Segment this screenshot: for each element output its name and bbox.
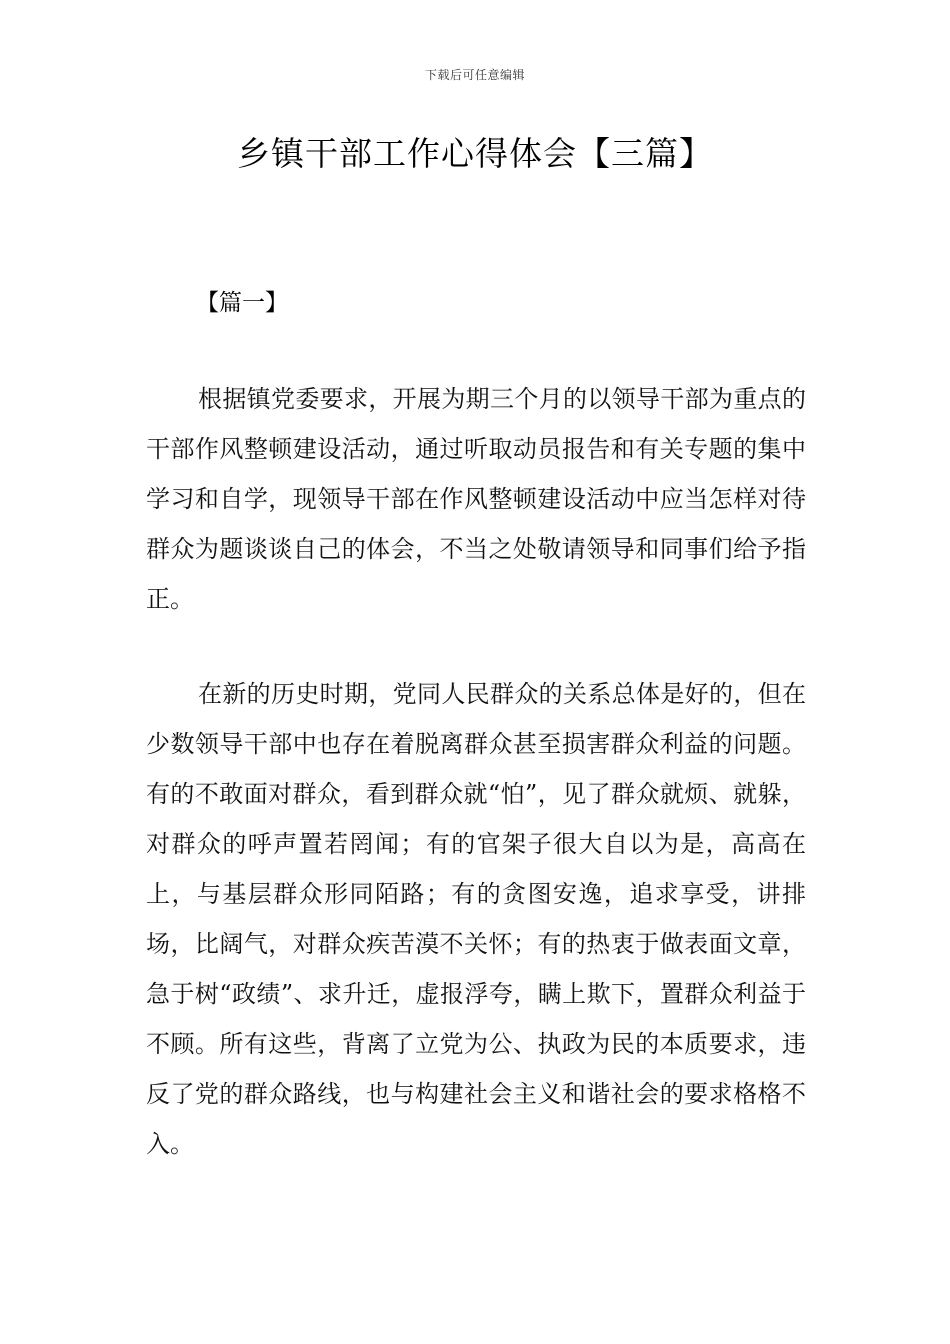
body-paragraph-2: 在新的历史时期，党同人民群众的关系总体是好的，但在少数领导干部中也存在着脱离群众甚至损害群众利益的问题。有的不敢面对群众，看到群众就“怕”，见了群众就烦、就躲，对群众的呼声置若罔闻；有的官架子很大自以为是，高高在上，与基层群众形同陌路；有的贪图安逸，追求享受，讲排场，比阔气，对群众疾苦漠不关怀；有的热衷于做表面文章，急于树“政绩”、求升迁，虚报浮夸，瞒上欺下，置群众利益于不顾。所有这些，背离了立党为公、执政为民的本质要求，违反了党的群众路线，也与构建社会主义和谐社会的要求格格不入。: [146, 680, 806, 1158]
header-note: 下载后可任意编辑: [424, 68, 525, 82]
section-heading: 【篇一】: [196, 290, 288, 316]
document-title: 乡镇干部工作心得体会【三篇】: [237, 134, 713, 173]
body-paragraph-1: 根据镇党委要求，开展为期三个月的以领导干部为重点的干部作风整顿建设活动，通过听取动员报告和有关专题的集中学习和自学，现领导干部在作风整顿建设活动中应当怎样对待群众为题谈谈自己的体会，不当之处敬请领导和同事们给予指正。: [146, 385, 806, 613]
